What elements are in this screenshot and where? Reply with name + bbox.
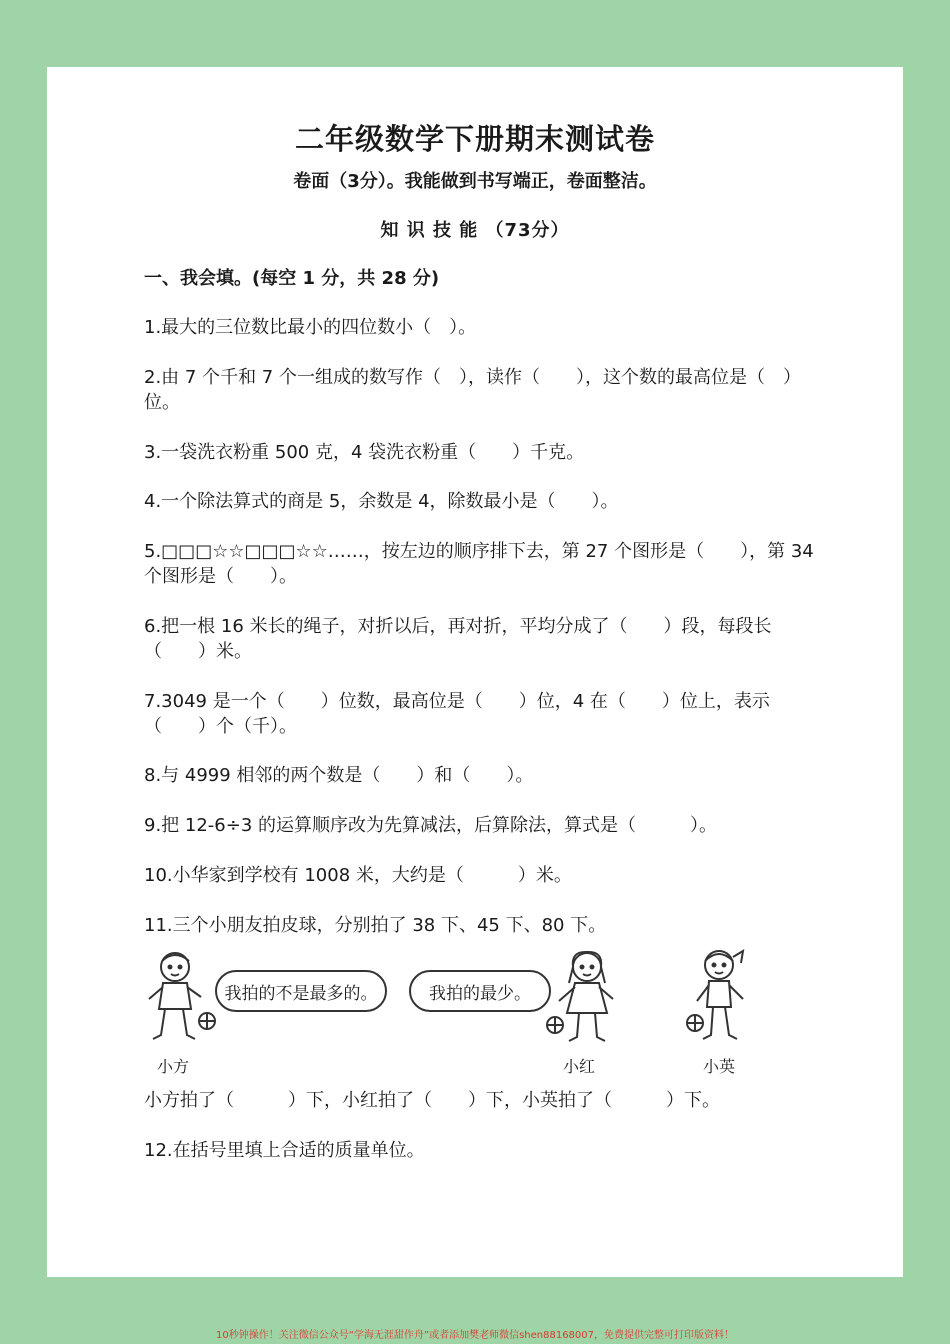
name-xiaoying: 小英 xyxy=(703,1057,736,1076)
question-3: 3.一袋洗衣粉重 500 克，4 袋洗衣粉重（ ）千克。 xyxy=(144,442,585,463)
page-title: 二年级数学下册期末测试卷 xyxy=(294,122,655,156)
page-subtitle: 卷面（3分）。我能做到书写端正，卷面整洁。 xyxy=(293,171,657,192)
girl-xiaoying-illustration xyxy=(685,947,755,1047)
name-xiaofang: 小方 xyxy=(157,1057,190,1076)
footer-note: 10秒钟操作！关注微信公众号“学海无涯甜作舟”或者添加樊老师微信shen88168007，免费提供完整可打印版资料！ xyxy=(215,1330,735,1341)
question-6: 6.把一根 16 米长的绳子，对折以后，再对折，平均分成了（ ）段，每段长（ ）米。 xyxy=(144,616,772,662)
girl-xiaohong-illustration xyxy=(545,949,625,1047)
boy-xiaofang-illustration xyxy=(145,949,225,1047)
part-heading: 一、我会填。(每空 1 分，共 28 分) xyxy=(144,268,440,289)
question-7: 7.3049 是一个（ ）位数，最高位是（ ）位，4 在（ ）位上，表示（ ）个（千）。 xyxy=(144,691,770,737)
question-12: 12.在括号里填上合适的质量单位。 xyxy=(144,1140,425,1161)
question-10: 10.小华家到学校有 1008 米，大约是（ ）米。 xyxy=(144,865,572,886)
exam-paper xyxy=(47,67,903,1277)
question-2: 2.由 7 个千和 7 个一组成的数写作（ ），读作（ ），这个数的最高位是（ ）位。 xyxy=(144,367,801,413)
question-8: 8.与 4999 相邻的两个数是（ ）和（ ）。 xyxy=(144,765,534,786)
question-11-answer-line: 小方拍了（ ）下，小红拍了（ ）下，小英拍了（ ）下。 xyxy=(144,1090,720,1111)
question-5: 5.□□□☆☆□□□☆☆……，按左边的顺序排下去，第 27 个图形是（ ），第 34 个图形是（ ）。 xyxy=(144,541,814,587)
speech-bubble-right: 我拍的最少。 xyxy=(409,970,551,1012)
speech-bubble-left: 我拍的不是最多的。 xyxy=(215,970,387,1012)
question-1: 1.最大的三位数比最小的四位数小（ ）。 xyxy=(144,317,477,338)
name-xiaohong: 小红 xyxy=(563,1057,596,1076)
question-11: 11.三个小朋友拍皮球，分别拍了 38 下、45 下、80 下。 xyxy=(144,915,607,936)
section-heading: 知 识 技 能 （73分） xyxy=(380,220,570,241)
question-4: 4.一个除法算式的商是 5，余数是 4，除数最小是（ ）。 xyxy=(144,491,619,512)
question-9: 9.把 12-6÷3 的运算顺序改为先算减法，后算除法，算式是（ ）。 xyxy=(144,815,718,836)
